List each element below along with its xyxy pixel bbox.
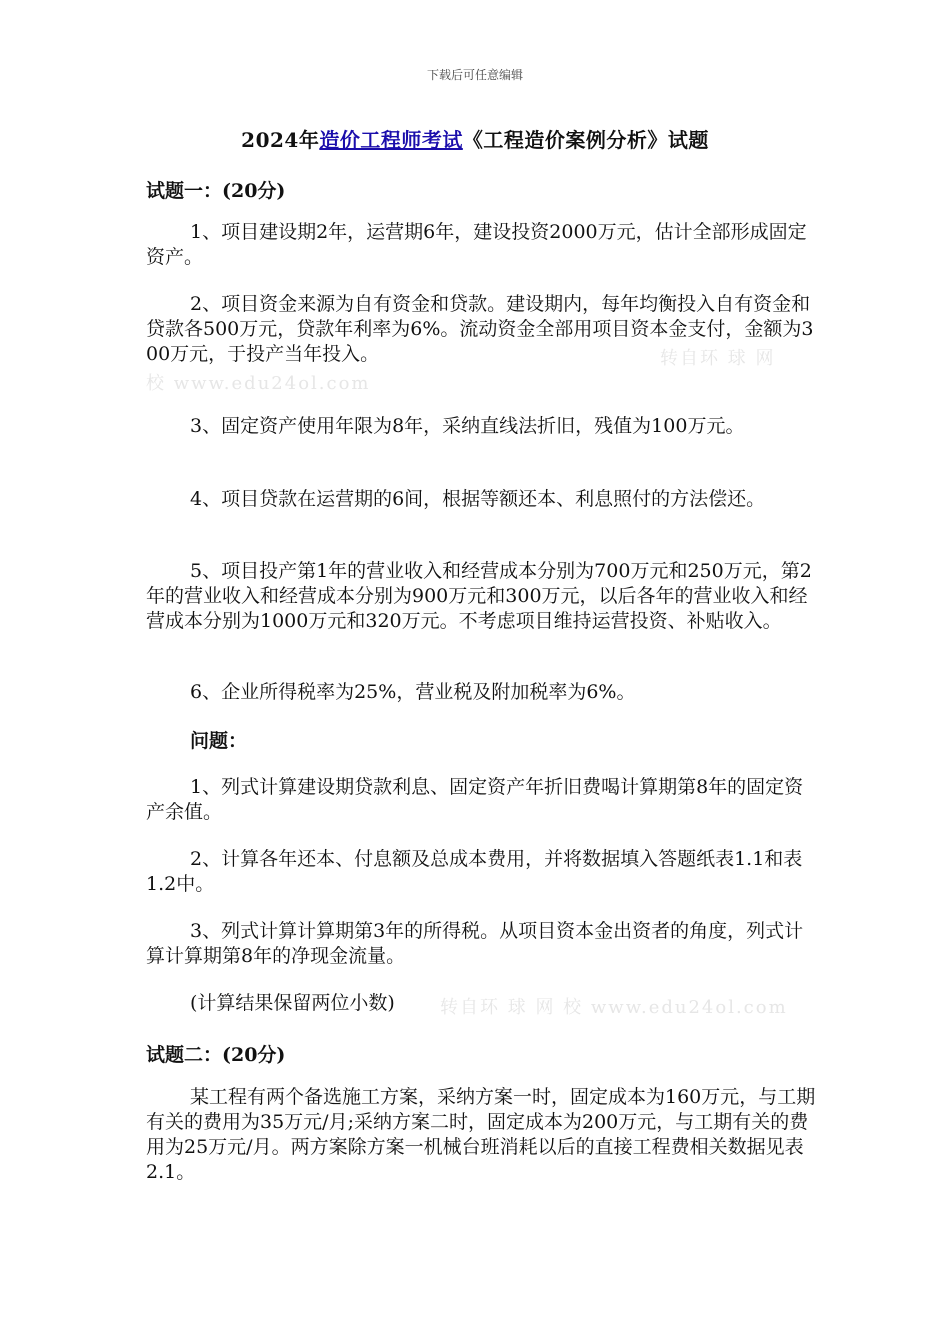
- header-note: 下载后可任意编辑: [426, 68, 523, 82]
- q1-paragraph-6: 6、企业所得税率为25%，营业税及附加税率为6%。: [190, 681, 636, 703]
- q1-paragraph-2: 2、项目资金来源为自有资金和贷款。建设期内，每年均衡投入自有资金和贷款各500万元，贷款年利率为6%。流动资金全部用项目资本金支付，金额为300万元，于投产当年投入。: [146, 293, 814, 365]
- question-1-heading: 试题一：(20分): [146, 180, 286, 202]
- q1-question-1: 1、列式计算建设期贷款利息、固定资产年折旧费喝计算期第8年的固定资产余值。: [146, 776, 804, 823]
- q1-paragraph-4: 4、项目贷款在运营期的6间，根据等额还本、利息照付的方法偿还。: [190, 488, 766, 510]
- question-2-heading: 试题二：(20分): [146, 1044, 286, 1066]
- q1-question-3: 3、列式计算计算期第3年的所得税。从项目资本金出资者的角度，列式计算计算期第8年的净现金流量。: [146, 920, 804, 967]
- watermark-line-3: 转自环 球 网 校 www.edu24ol.com: [440, 997, 788, 1018]
- q1-paragraph-3: 3、固定资产使用年限为8年，采纳直线法折旧，残值为100万元。: [190, 415, 745, 437]
- q1-paragraph-1: 1、项目建设期2年，运营期6年，建设投资2000万元，估计全部形成固定资产。: [146, 221, 807, 268]
- title-link[interactable]: 造价工程师考试: [319, 128, 463, 152]
- q1-note: (计算结果保留两位小数): [190, 992, 395, 1014]
- q2-paragraph-1: 某工程有两个备选施工方案，采纳方案一时，固定成本为160万元，与工期有关的费用为35万元/月;采纳方案二时，固定成本为200万元，与工期有关的费用为25万元/月。两方案除方案一机械台班消耗以后的直接工程费相关数据见表2.1。: [146, 1086, 816, 1183]
- title-prefix: 2024年: [241, 128, 320, 152]
- questions-label: 问题：: [190, 730, 248, 752]
- watermark-line-2: 校 www.edu24ol.com: [146, 373, 371, 394]
- q1-paragraph-5: 5、项目投产第1年的营业收入和经营成本分别为700万元和250万元，第2年的营业收入和经营成本分别为900万元和300万元，以后各年的营业收入和经营成本分别为1000万元和320万元。不考虑项目维持运营投资、补贴收入。: [146, 560, 812, 632]
- q1-question-2: 2、计算各年还本、付息额及总成本费用，并将数据填入答题纸表1.1和表1.2中。: [146, 848, 803, 895]
- title-suffix: 《工程造价案例分析》试题: [462, 128, 709, 152]
- page-title: [0, 124, 950, 153]
- watermark-line-1: 转自环 球 网: [660, 348, 776, 369]
